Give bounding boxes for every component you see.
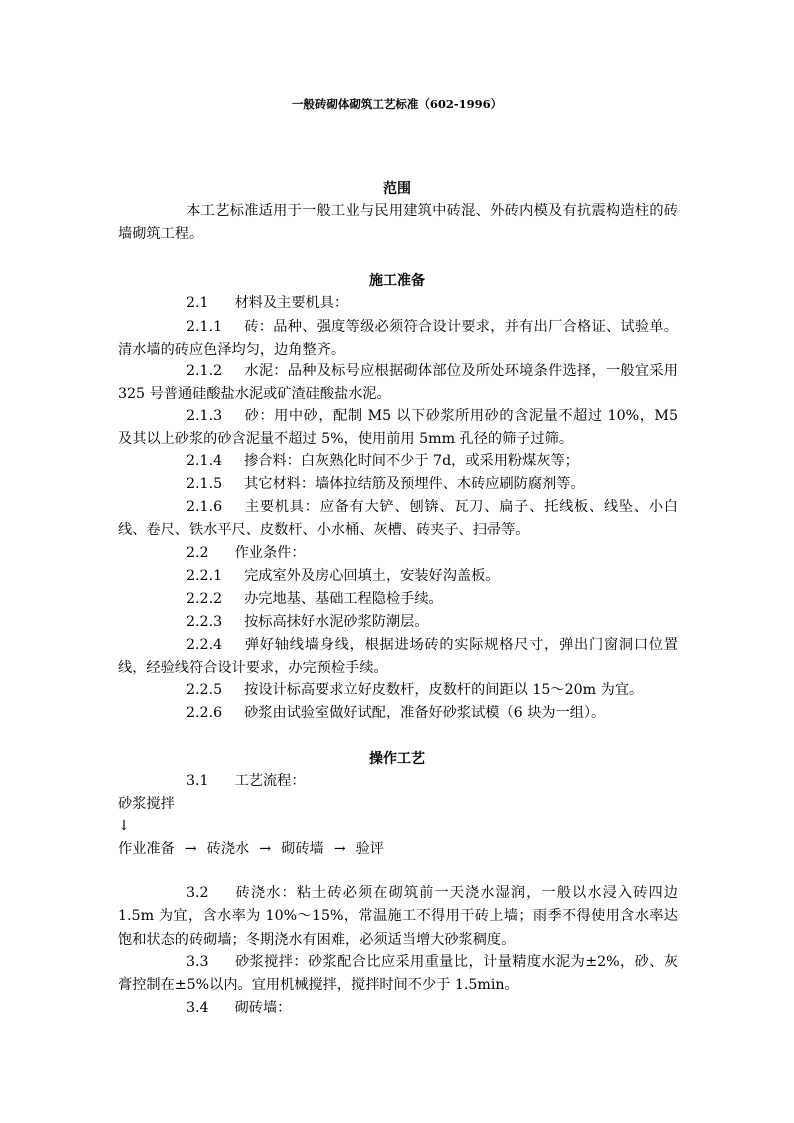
para-3-4: 3.4 砌砖墙： <box>186 1000 292 1016</box>
para-2-1-1: 2.1.1 砖：品种、强度等级必须符合设计要求，并有出厂合格证、试验单。清水墙的砖应色泽均匀，边角整齐。 <box>118 319 678 359</box>
para-2-2-3: 2.2.3 按标高抹好水泥砂浆防潮层。 <box>186 614 429 630</box>
para-2-2-1: 2.2.1 完成室外及房心回填土，安装好沟盖板。 <box>186 568 500 584</box>
flow-arrow-icon: → <box>259 841 272 857</box>
scope-paragraph <box>118 200 678 247</box>
para-2-1-6: 2.1.6 主要机具：应备有大铲、刨锛、瓦刀、扁子、托线板、线坠、小白线、卷尺、铁水平尺、皮数杆、小水桶、灰槽、砖夹子、扫帚等。 <box>118 499 678 539</box>
para-2-1-4: 2.1.4 掺合料：白灰熟化时间不少于 7d，或采用粉煤灰等； <box>186 453 579 469</box>
scope-text: 本工艺标准适用于一般工业与民用建筑中砖混、外砖内模及有抗震构造柱的砖墙砌筑工程。 <box>118 203 678 243</box>
section-heading-scope: 范围 <box>383 181 411 197</box>
para-3-3: 3.3 砂浆搅拌：砂浆配合比应采用重量比，计量精度水泥为±2%，砂、灰膏控制在±5%以内。宜用机械搅拌，搅拌时间不少于 1.5min。 <box>118 954 678 994</box>
para-2-2: 2.2 作业条件： <box>186 545 306 561</box>
flow-chain <box>118 838 384 861</box>
flow-step: 砌砖墙 <box>281 841 324 857</box>
para-3-2: 3.2 砖浇水：粘土砖必须在砌筑前一天浇水湿润，一般以水浸入砖四边 1.5m 为宜，含水率为 10%～15%，常温施工不得用干砖上墙；雨季不得使用含水率达饱和状态的砖砌墙；冬期浇水有困难，必须适当增大砂浆稠度。 <box>118 885 678 948</box>
para-2-2-2: 2.2.2 办完地基、基础工程隐检手续。 <box>186 591 443 607</box>
flow-step: 验评 <box>355 841 384 857</box>
flow-top-label: 砂浆搅拌 <box>118 796 175 812</box>
para-2-2-5: 2.2.5 按设计标高要求立好皮数杆，皮数杆的间距以 15～20m 为宜。 <box>186 682 644 698</box>
flow-step: 砖浇水 <box>206 841 250 857</box>
para-2-1-5: 2.1.5 其它材料：墙体拉结筋及预埋件、木砖应刷防腐剂等。 <box>186 476 585 492</box>
para-2-1-2: 2.1.2 水泥：品种及标号应根据砌体部位及所处环境条件选择，一般宜采用 325 号普通硅酸盐水泥或矿渣硅酸盐水泥。 <box>118 363 678 403</box>
para-2-2-4: 2.2.4 弹好轴线墙身线，根据进场砖的实际规格尺寸，弹出门窗洞口位置线，经验线符合设计要求，办完预检手续。 <box>118 637 678 677</box>
para-2-2-6: 2.2.6 砂浆由试验室做好试配，准备好砂浆试模（6 块为一组）。 <box>186 705 606 721</box>
flow-arrow-icon: → <box>333 841 346 857</box>
section-heading-process: 操作工艺 <box>369 751 425 767</box>
para-2-1: 2.1 材料及主要机具： <box>186 295 349 311</box>
para-3-1: 3.1 工艺流程： <box>186 773 306 789</box>
para-2-1-3: 2.1.3 砂：用中砂，配制 M5 以下砂浆所用砂的含泥量不超过 10%，M5 及其以上砂浆的砂含泥量不超过 5%，使用前用 5mm 孔径的筛子过筛。 <box>118 408 678 448</box>
document-title: 一般砖砌体砌筑工艺标准（602-1996） <box>291 97 503 111</box>
flow-step: 作业准备 <box>118 841 175 857</box>
flow-arrow-icon: → <box>184 841 197 857</box>
flow-down-arrow-icon: ↓ <box>118 818 130 834</box>
section-heading-prep: 施工准备 <box>369 273 425 289</box>
